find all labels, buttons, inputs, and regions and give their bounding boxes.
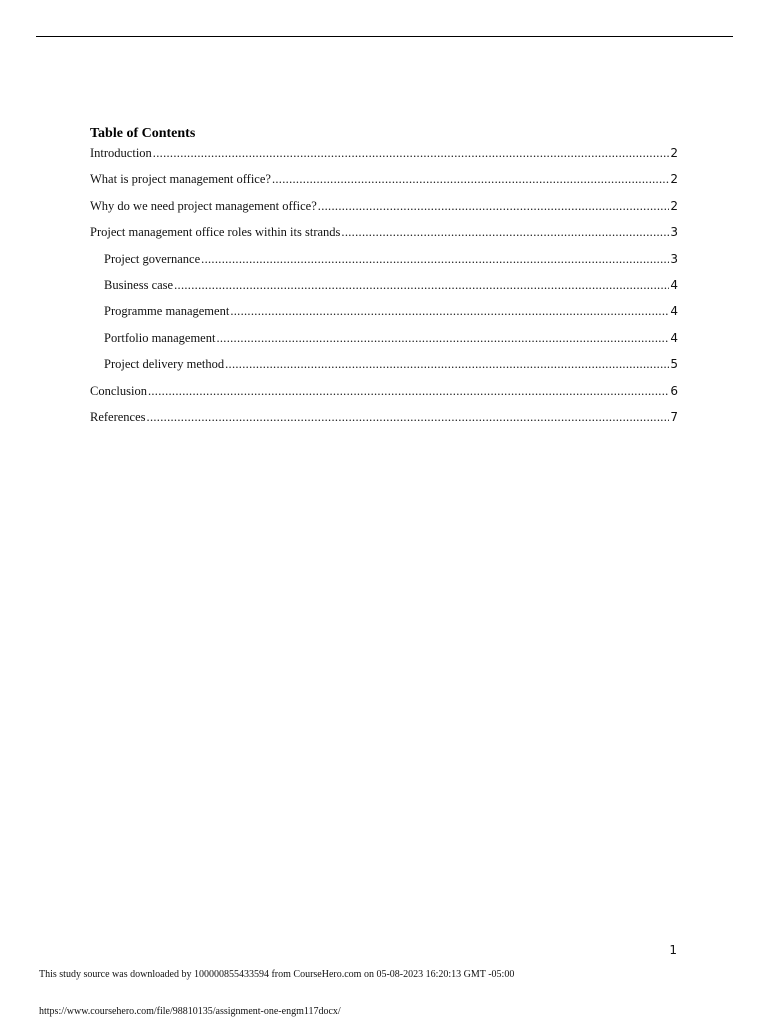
- page-number: 1: [669, 943, 677, 957]
- toc-dot-leader: [341, 224, 669, 241]
- toc-entry-label: Portfolio management: [104, 330, 216, 345]
- table-of-contents: [90, 125, 678, 435]
- toc-entry-project-governance[interactable]: [90, 251, 678, 277]
- toc-dot-leader: [147, 409, 670, 426]
- toc-dot-leader: [230, 303, 669, 320]
- toc-entry-page: 4: [670, 277, 678, 292]
- toc-entry-references[interactable]: [90, 409, 678, 435]
- toc-entry-page: 2: [670, 172, 678, 187]
- toc-entry-pmo-roles[interactable]: [90, 224, 678, 250]
- toc-entry-conclusion[interactable]: [90, 383, 678, 409]
- toc-entry-business-case[interactable]: [90, 277, 678, 303]
- toc-entry-label: What is project management office?: [90, 172, 271, 187]
- toc-entry-label: References: [90, 409, 146, 424]
- toc-title: Table of Contents: [90, 126, 196, 141]
- toc-entry-label: Programme management: [104, 304, 230, 319]
- download-source-note: This study source was downloaded by 100000855433594 from CourseHero.com on 05-08-2023 16:20:13 GMT -05:00: [39, 969, 515, 980]
- toc-entry-programme-management[interactable]: [90, 303, 678, 329]
- toc-entry-list: [90, 145, 678, 435]
- toc-entry-label: Project management office roles within its strands: [90, 225, 341, 240]
- toc-dot-leader: [318, 198, 670, 215]
- toc-entry-why-pmo[interactable]: [90, 198, 678, 224]
- source-url-link[interactable]: https://www.coursehero.com/file/98810135/assignment-one-engm117docx/: [39, 1006, 341, 1017]
- toc-entry-portfolio-management[interactable]: [90, 330, 678, 356]
- header-rule: [36, 36, 733, 37]
- toc-entry-label: Why do we need project management office?: [90, 198, 317, 213]
- toc-dot-leader: [272, 171, 669, 188]
- toc-dot-leader: [153, 145, 670, 162]
- toc-entry-label: Project governance: [104, 251, 201, 266]
- toc-entry-page: 4: [670, 304, 678, 319]
- toc-dot-leader: [174, 277, 669, 294]
- toc-dot-leader: [148, 383, 669, 400]
- toc-entry-page: 7: [670, 409, 678, 424]
- toc-entry-project-delivery-method[interactable]: [90, 356, 678, 382]
- toc-entry-page: 4: [670, 330, 678, 345]
- toc-entry-page: 2: [670, 146, 678, 160]
- toc-dot-leader: [216, 330, 669, 347]
- toc-entry-label: Project delivery method: [104, 357, 225, 372]
- toc-entry-page: 3: [670, 225, 678, 240]
- toc-entry-label: Conclusion: [90, 383, 147, 398]
- toc-entry-label: Introduction: [90, 146, 152, 160]
- toc-dot-leader: [201, 251, 669, 268]
- toc-entry-what-is-pmo[interactable]: [90, 171, 678, 197]
- toc-entry-page: 2: [670, 198, 678, 213]
- toc-entry-introduction[interactable]: [90, 145, 678, 171]
- toc-entry-page: 6: [670, 383, 678, 398]
- toc-entry-label: Business case: [104, 277, 174, 292]
- toc-entry-page: 3: [670, 251, 678, 266]
- toc-dot-leader: [225, 356, 669, 373]
- toc-entry-page: 5: [670, 357, 678, 372]
